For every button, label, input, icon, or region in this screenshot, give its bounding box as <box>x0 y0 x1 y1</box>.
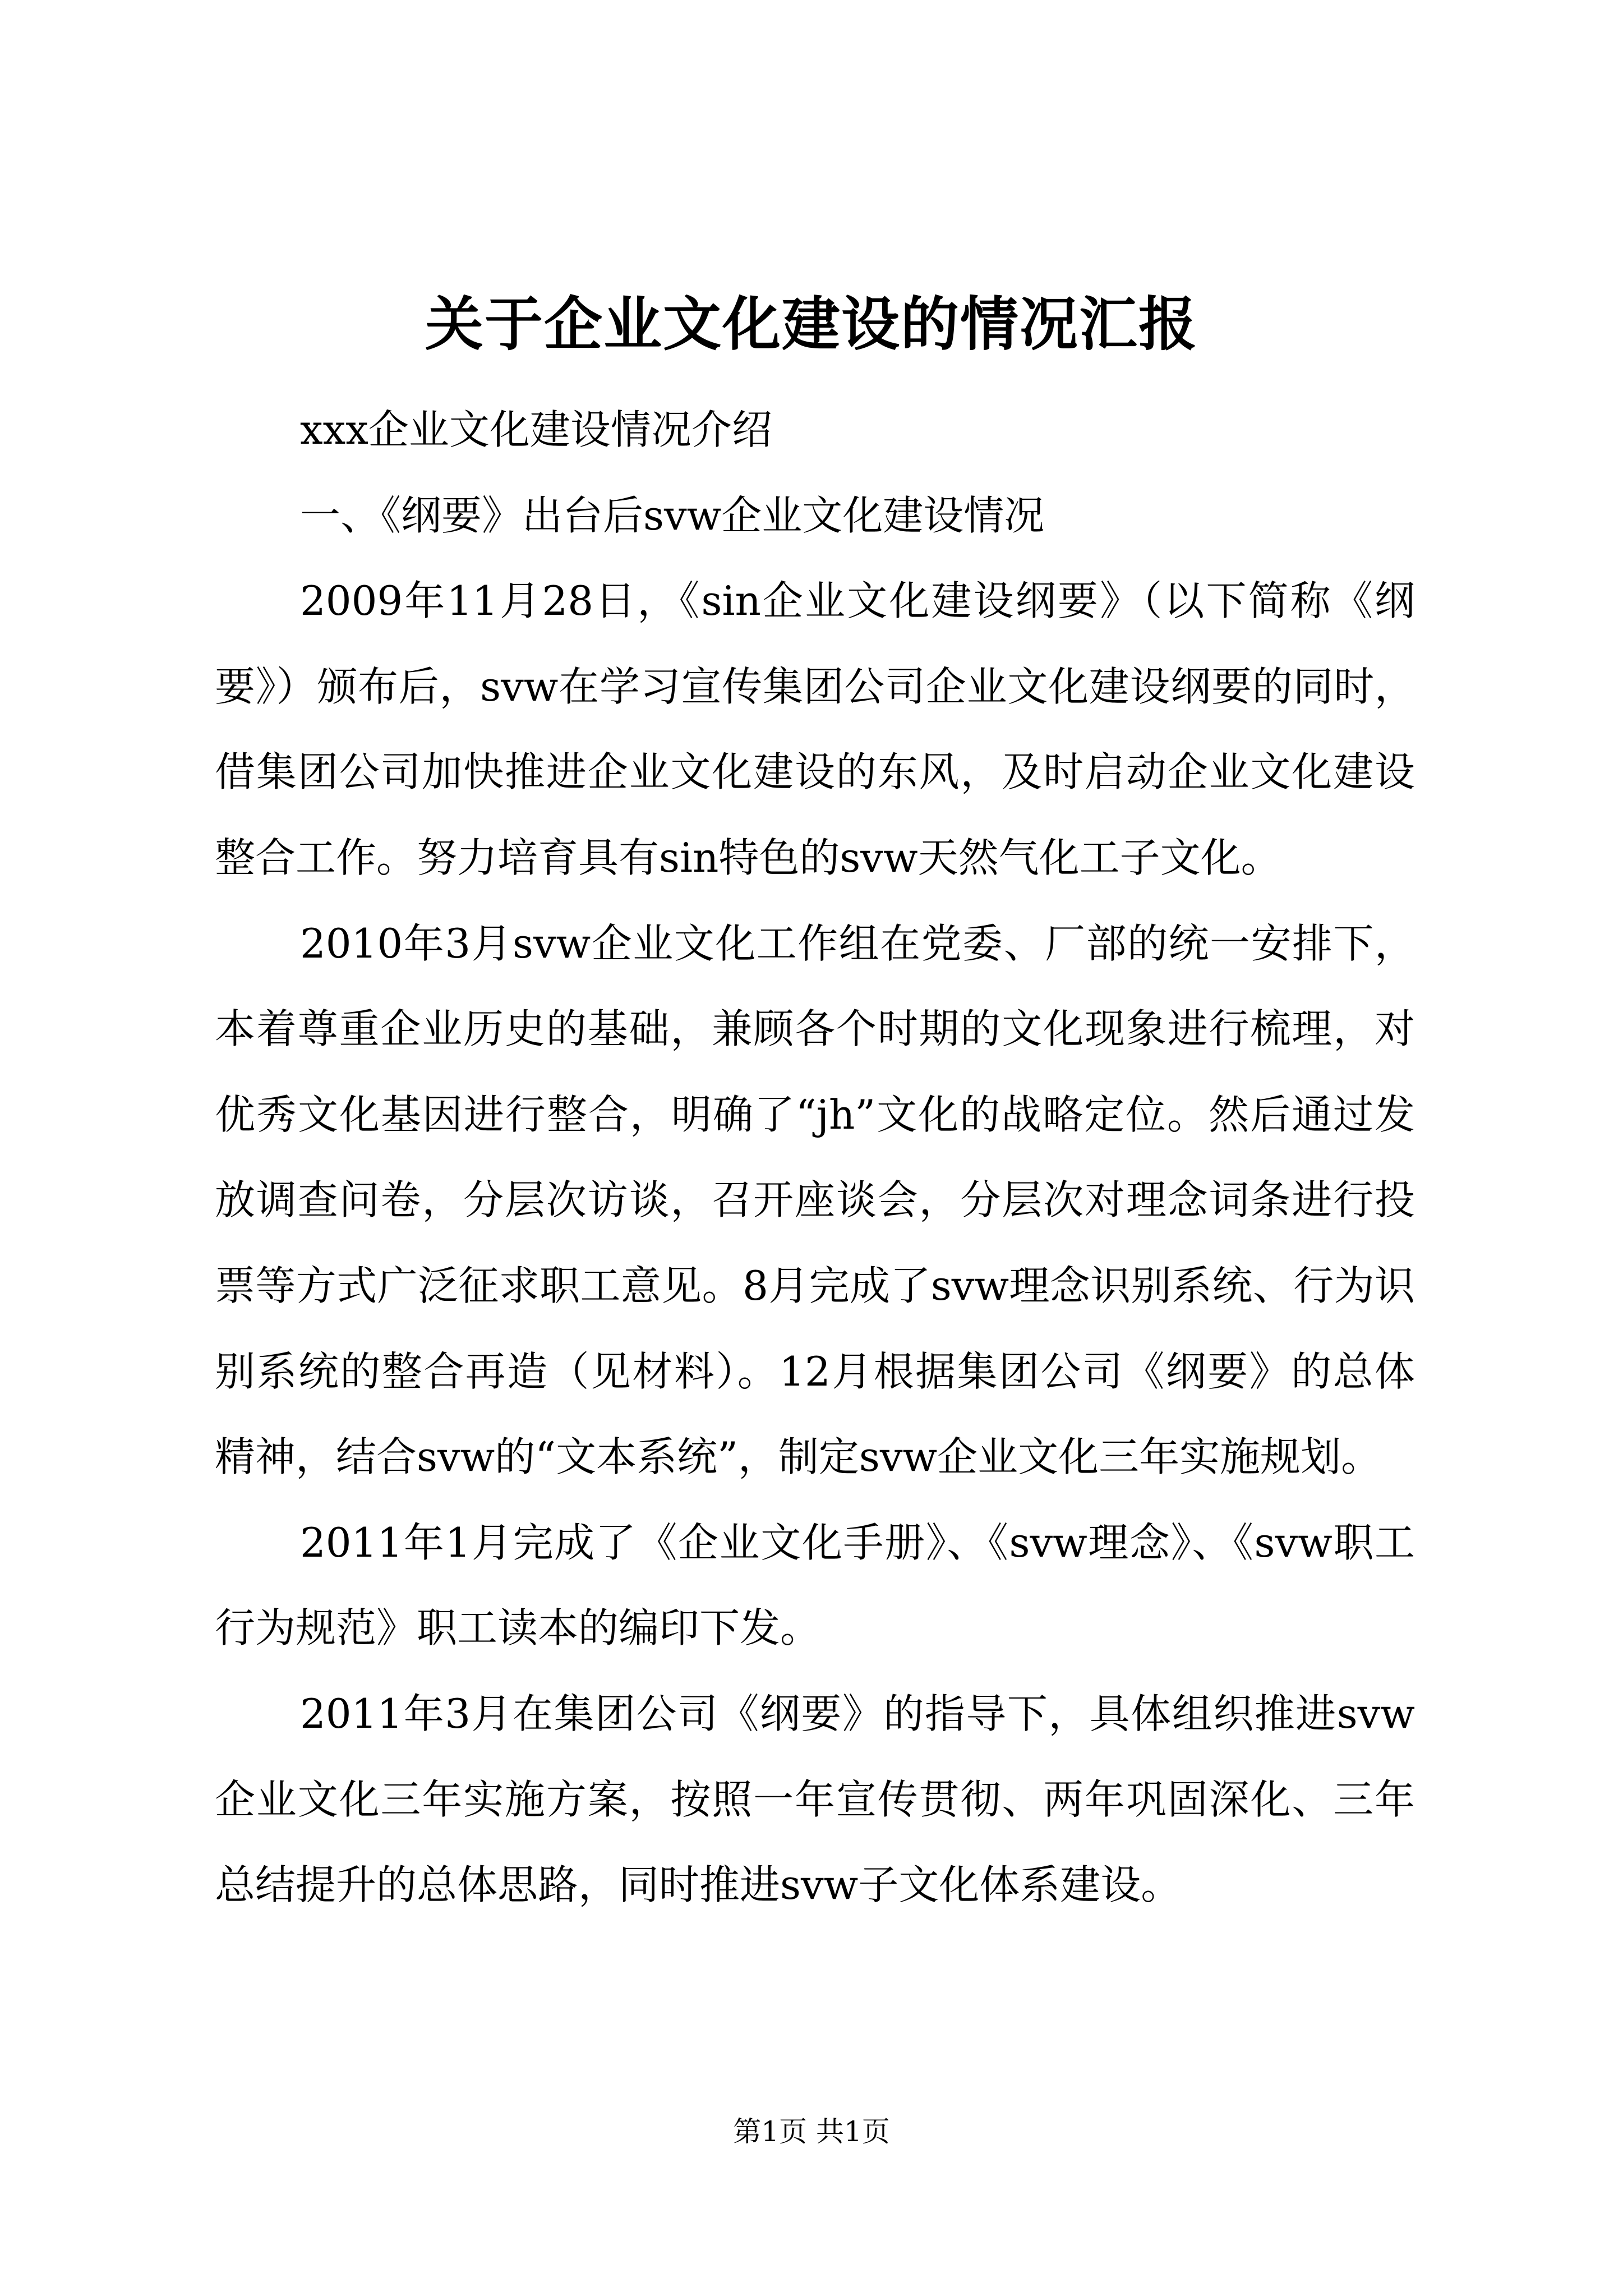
page-footer: 第1页 共1页 <box>733 2115 890 2148</box>
paragraph-2009: 2009年11月28日，《sin企业文化建设纲要》（以下简称《纲要》）颁布后，svw在学习宣传集团公司企业文化建设纲要的同时，借集团公司加快推进企业文化建设的东风，及时启动企业文化建设整合工作。努力培育具有sin特色的svw天然气化工子文化。 <box>215 577 1415 881</box>
document-body <box>215 387 1415 1928</box>
document-title: 关于企业文化建设的情况汇报 <box>425 289 1198 358</box>
paragraph-2010: 2010年3月svw企业文化工作组在党委、厂部的统一安排下，本着尊重企业历史的基础，兼顾各个时期的文化现象进行梳理，对优秀文化基因进行整合，明确了“jh”文化的战略定位。然后通过发放调查问卷，分层次访谈，召开座谈会，分层次对理念词条进行投票等方式广泛征求职工意见。8月完成了svw理念识别系统、行为识别系统的整合再造（见材料）。12月根据集团公司《纲要》的总体精神，结合svw的“文本系统”，制定svw企业文化三年实施规划。 <box>215 919 1415 1481</box>
paragraph-section-heading: 一、《纲要》出台后svw企业文化建设情况 <box>300 491 1045 539</box>
paragraph-subtitle: xxx企业文化建设情况介绍 <box>300 406 772 453</box>
paragraph-2011-jan: 2011年1月完成了《企业文化手册》、《svw理念》、《svw职工行为规范》职工读本的编印下发。 <box>215 1519 1415 1652</box>
paragraph-2011-mar: 2011年3月在集团公司《纲要》的指导下，具体组织推进svw企业文化三年实施方案，按照一年宣传贯彻、两年巩固深化、三年总结提升的总体思路，同时推进svw子文化体系建设。 <box>215 1690 1415 1909</box>
